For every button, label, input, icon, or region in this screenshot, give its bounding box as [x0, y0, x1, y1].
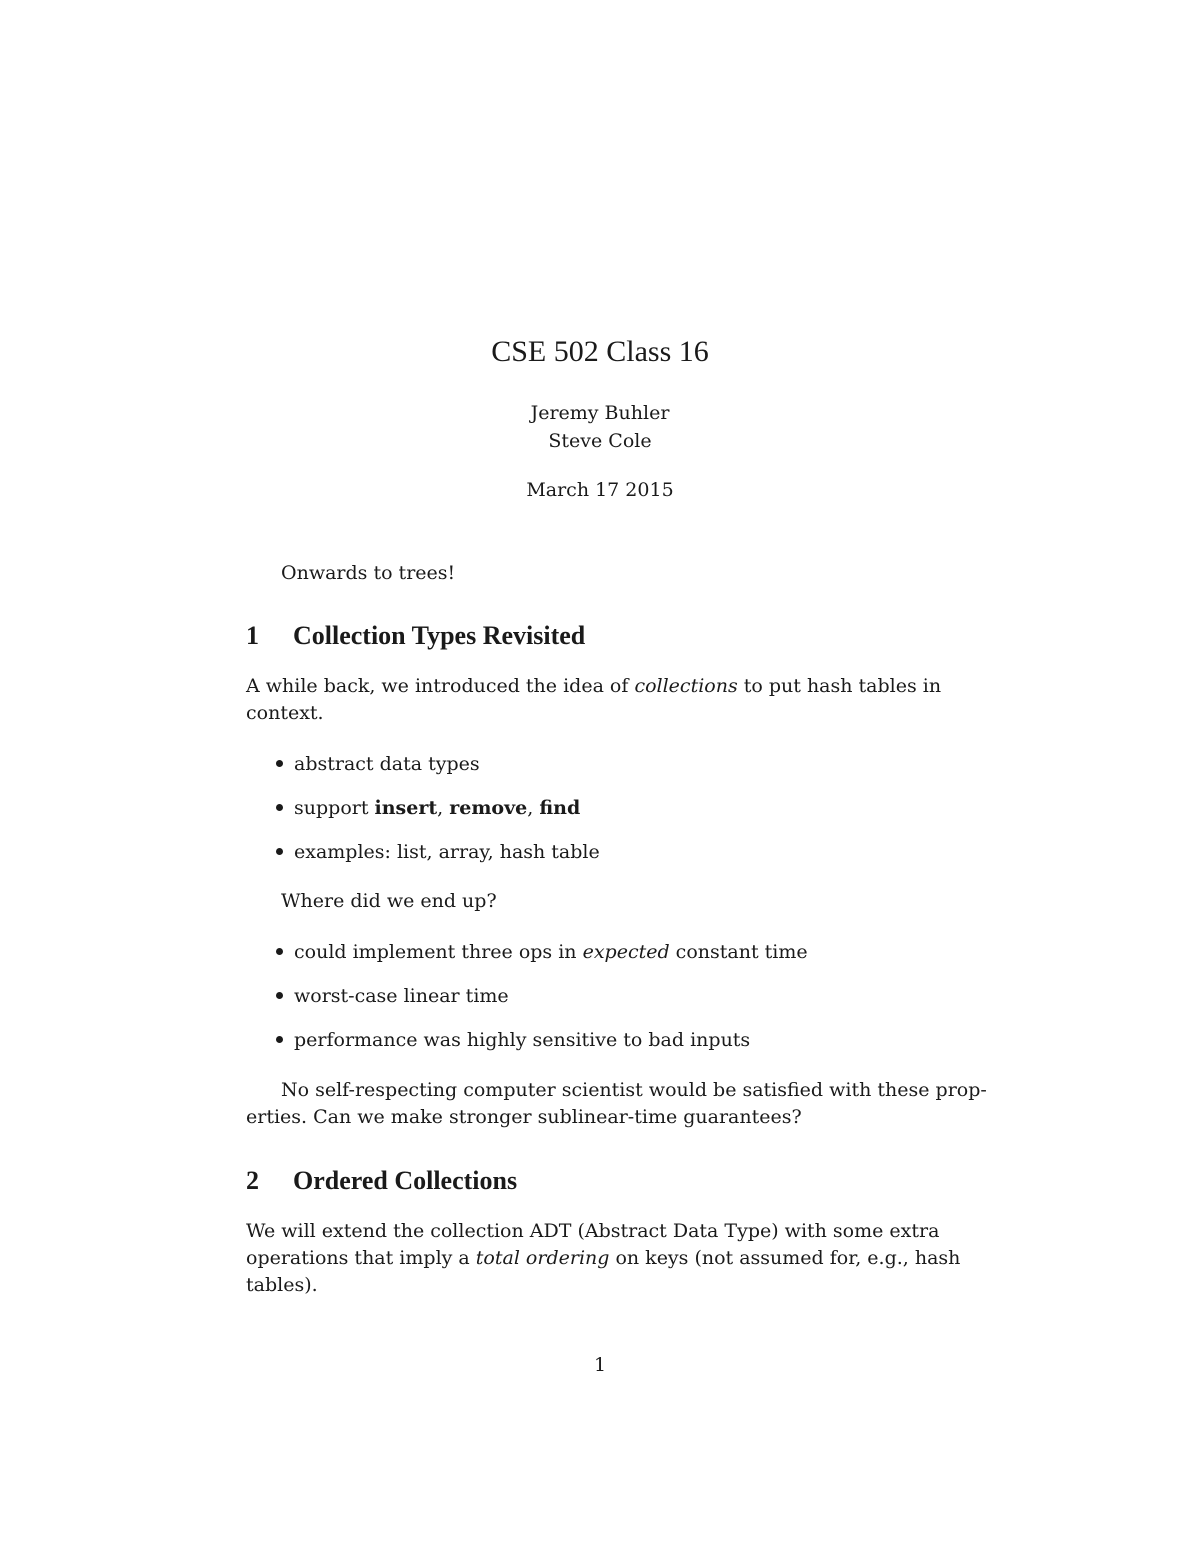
separator: , — [527, 797, 540, 819]
section-1-para-1-line-1 — [246, 673, 941, 700]
section-1-heading — [246, 619, 585, 653]
bullet-item — [276, 1027, 750, 1054]
author-1: Jeremy Buhler — [530, 402, 670, 424]
section-2-para-line-1: We will extend the collection ADT (Abstract Data Type) with some extra — [246, 1220, 940, 1242]
section-1-title: Collection Types Revisited — [293, 621, 586, 650]
bullet-text: could implement three ops in — [294, 941, 583, 963]
document-title: CSE 502 Class 16 — [491, 335, 709, 368]
bullet-text: performance was highly sensitive to bad inputs — [294, 1029, 751, 1051]
page-number: 1 — [593, 1354, 607, 1376]
separator: , — [437, 797, 450, 819]
bullet-item — [276, 839, 600, 866]
bullet-icon — [276, 804, 283, 811]
bullet-item — [276, 795, 580, 822]
emphasis-collections: collections — [634, 675, 738, 697]
bullet-item — [276, 983, 509, 1010]
section-1-question: Where did we end up? — [281, 890, 497, 912]
bullet-text: support — [294, 797, 375, 819]
bullet-text: constant time — [669, 941, 808, 963]
bullet-item — [276, 939, 808, 966]
bullet-icon — [276, 760, 283, 767]
section-2-title: Ordered Collections — [293, 1166, 518, 1195]
bullet-text: abstract data types — [294, 753, 480, 775]
bullet-icon — [276, 1036, 283, 1043]
op-insert: insert — [374, 797, 438, 819]
section-1-number: 1 — [246, 621, 259, 650]
bullet-icon — [276, 848, 283, 855]
document-date: March 17 2015 — [526, 479, 674, 501]
section-1-para-1-line-2: context. — [246, 702, 324, 724]
bullet-item — [276, 751, 480, 778]
bullet-icon — [276, 992, 283, 999]
intro-text: Onwards to trees! — [281, 562, 456, 584]
text-run: on keys (not assumed for, e.g., hash — [609, 1247, 961, 1269]
bullet-text: worst-case linear time — [294, 985, 509, 1007]
bullet-text: examples: list, array, hash table — [294, 841, 600, 863]
bullet-icon — [276, 948, 283, 955]
section-2-para-line-2 — [246, 1245, 960, 1272]
emphasis-expected: expected — [582, 941, 670, 963]
text-run: A while back, we introduced the idea of — [246, 675, 635, 697]
section-2-para-line-3: tables). — [246, 1274, 318, 1296]
section-1-para-2-line-2: erties. Can we make stronger sublinear-time guarantees? — [246, 1106, 802, 1128]
section-1-para-2-line-1: No self-respecting computer scientist would be satisfied with these prop- — [281, 1079, 987, 1101]
author-2: Steve Cole — [548, 430, 652, 452]
text-run: to put hash tables in — [737, 675, 942, 697]
text-run: operations that imply a — [246, 1247, 476, 1269]
op-find: find — [539, 797, 581, 819]
section-2-number: 2 — [246, 1166, 259, 1195]
emphasis-total-ordering: total ordering — [475, 1247, 610, 1269]
section-2-heading — [246, 1164, 517, 1198]
op-remove: remove — [449, 797, 528, 819]
